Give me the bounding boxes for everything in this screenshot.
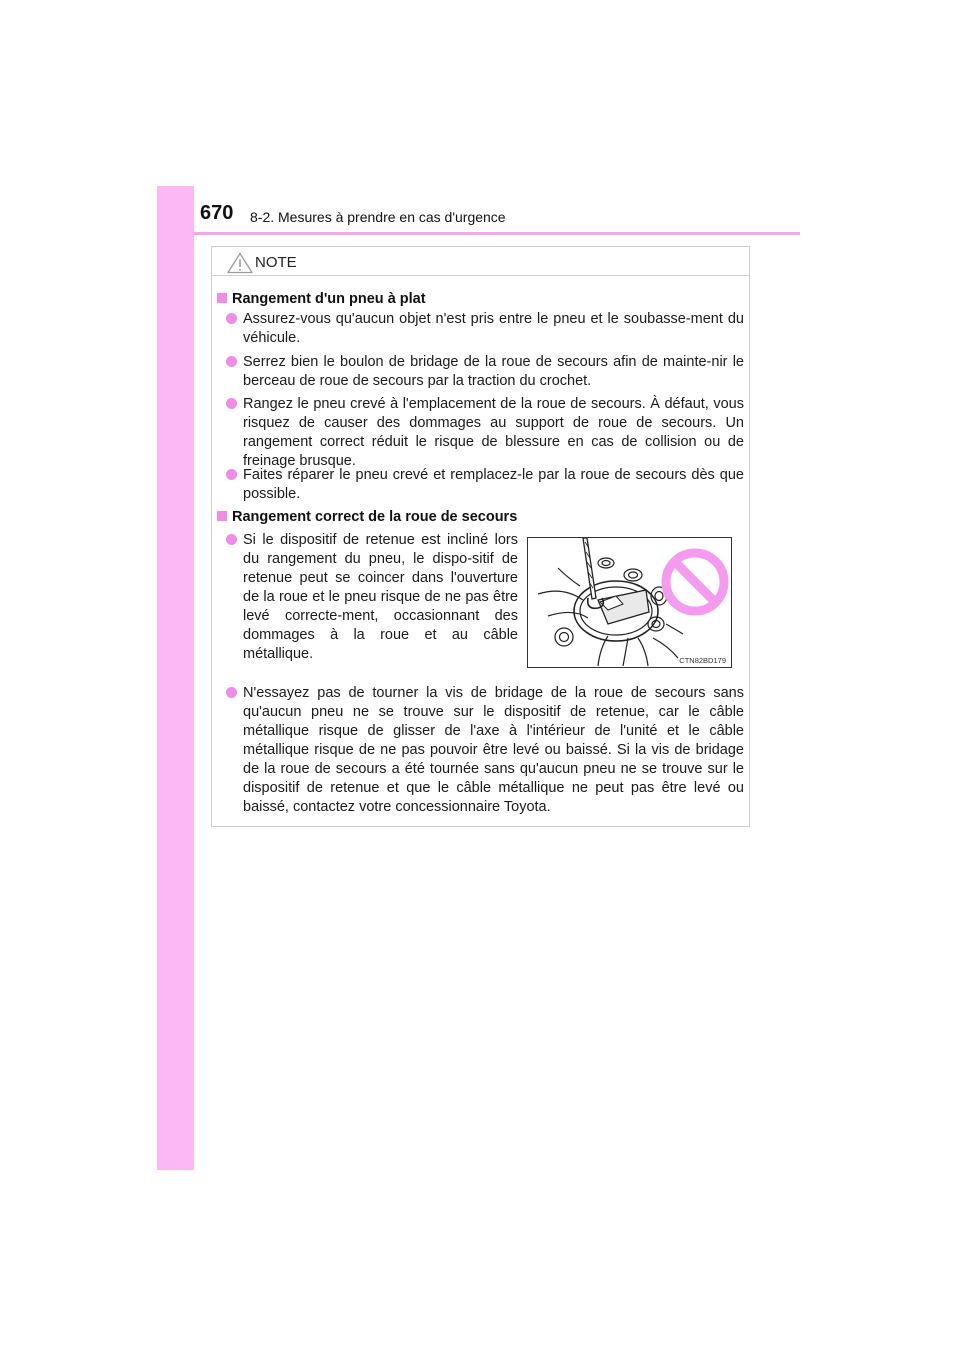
square-bullet-icon xyxy=(217,511,227,521)
subheading-flat-tire-storage: Rangement d'un pneu à plat xyxy=(217,291,426,307)
bullet-icon xyxy=(226,469,237,480)
bullet-icon xyxy=(226,398,237,409)
header-rule xyxy=(194,232,800,235)
spare-wheel-illustration xyxy=(527,537,732,668)
figure-code: CTN82BD179 xyxy=(679,656,726,665)
warning-triangle-icon xyxy=(227,252,253,274)
bullet-icon xyxy=(226,687,237,698)
bullet-icon xyxy=(226,356,237,367)
list-item: Serrez bien le boulon de bridage de la roue de secours afin de mainte-nir le berceau de roue de secours par la traction du crochet. xyxy=(226,353,744,391)
note-box xyxy=(211,246,750,827)
list-item: Si le dispositif de retenue est incliné lors du rangement du pneu, le dispo-sitif de retenue peut se coincer dans l'ouverture de la roue et le pneu risque de ne pas être levé correcte-ment, occasionnant des dommages à la roue et au câble métallique. xyxy=(226,531,518,664)
list-item: Rangez le pneu crevé à l'emplacement de la roue de secours. À défaut, vous risquez de causer des dommages au support de roue de secours. Un rangement correct réduit le risque de blessure en cas de collision ou de freinage brusque. xyxy=(226,395,744,471)
page-number: 670 xyxy=(200,202,234,224)
note-label: NOTE xyxy=(255,254,297,271)
list-item: Faites réparer le pneu crevé et remplacez-le par la roue de secours dès que possible. xyxy=(226,466,744,504)
side-color-band xyxy=(157,186,194,1170)
wheel-retainer-drawing xyxy=(528,538,731,667)
list-item: Assurez-vous qu'aucun objet n'est pris entre le pneu et le soubasse-ment du véhicule. xyxy=(226,310,744,348)
list-item: N'essayez pas de tourner la vis de bridage de la roue de secours sans qu'aucun pneu ne se trouve sur le dispositif de retenue, car le câble métallique risque de glisser de l'axe à l'intérieur de l'unité et le câble métallique risque de ne pas pouvoir être levé ou baissé. Si la vis de bridage de la roue de secours a été tournée sans qu'aucun pneu ne se trouve sur le dispositif de retenue et que le câble métallique ne peut pas être levé ou baissé, contactez votre concessionnaire Toyota. xyxy=(226,684,744,817)
note-header xyxy=(212,247,749,276)
section-title: 8-2. Mesures à prendre en cas d'urgence xyxy=(250,209,506,225)
subheading-spare-wheel-storage: Rangement correct de la roue de secours xyxy=(217,509,517,525)
square-bullet-icon xyxy=(217,293,227,303)
prohibition-icon xyxy=(666,553,724,611)
bullet-icon xyxy=(226,313,237,324)
bullet-icon xyxy=(226,534,237,545)
